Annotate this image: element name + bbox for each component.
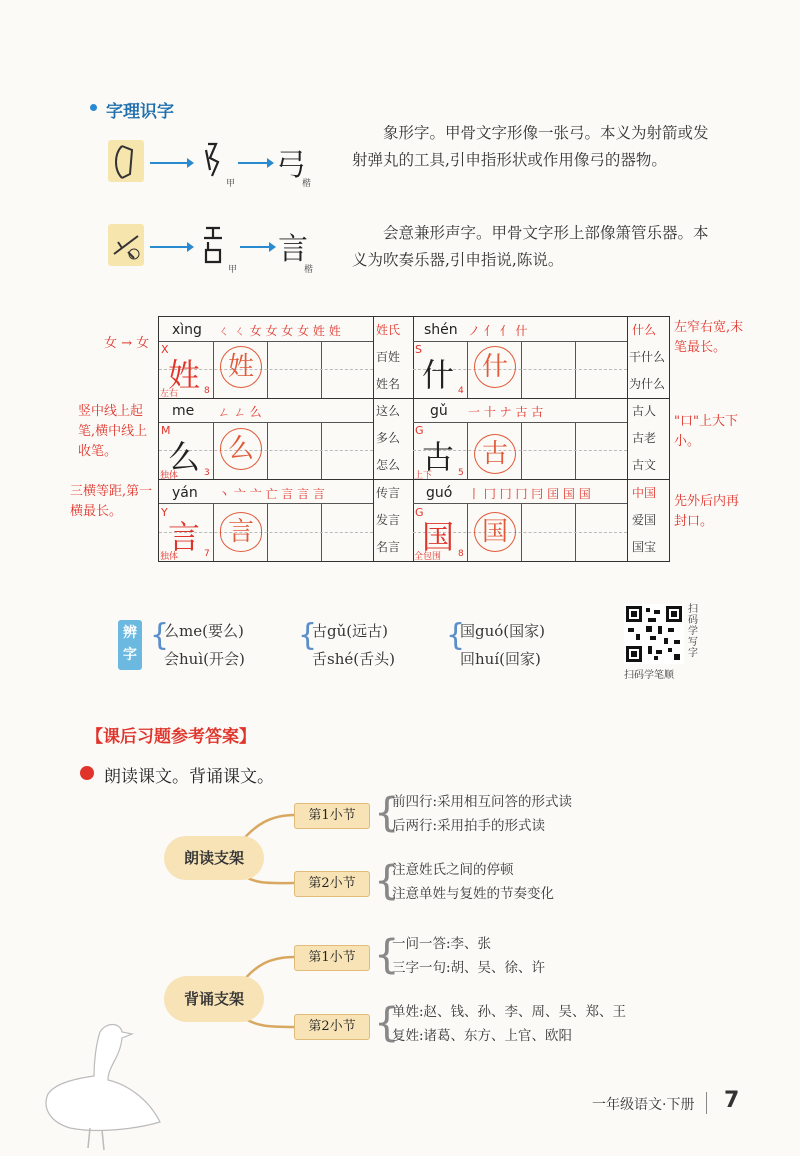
ancient-image-flute bbox=[108, 224, 144, 266]
word: 传言 bbox=[376, 486, 401, 500]
brace-icon: { bbox=[374, 932, 400, 978]
traced-char: 什 bbox=[474, 346, 516, 388]
initial-letter: S bbox=[415, 343, 422, 356]
mindmap-leaf: 单姓:赵、钱、孙、李、周、吴、郑、王 bbox=[392, 1004, 627, 1020]
mindmap-node: 第1小节 bbox=[294, 803, 370, 829]
brace-icon: { bbox=[446, 618, 466, 653]
model-char: 言 bbox=[168, 518, 201, 556]
explanation-text: 象形字。甲骨文字形像一张弓。本义为射箭或发射弹丸的工具,引申指形状或作用像弓的器物。 bbox=[352, 124, 709, 169]
stroke-order: ㄥ ㄥ 么 bbox=[218, 405, 262, 419]
word-highlight: 什么 bbox=[632, 323, 657, 337]
pinyin: yán bbox=[172, 485, 198, 501]
qr-caption: 扫码学笔顺 bbox=[624, 670, 674, 681]
initial-letter: G bbox=[415, 506, 424, 519]
brace-icon: { bbox=[298, 618, 318, 653]
stroke-count: 4 bbox=[458, 386, 464, 396]
bullet-icon bbox=[80, 766, 94, 780]
initial-letter: X bbox=[161, 343, 169, 356]
word: 百姓 bbox=[376, 350, 401, 364]
structure-label: 上下 bbox=[414, 471, 433, 481]
word: 怎么 bbox=[376, 458, 401, 472]
mindmap-leaf: 前四行:采用相互问答的形式读 bbox=[392, 794, 573, 810]
traced-char: 姓 bbox=[220, 346, 262, 388]
distinguish-label: 辨字 bbox=[118, 620, 142, 670]
model-char: 么 bbox=[168, 438, 201, 476]
mindmap-leaf: 后两行:采用拍手的形式读 bbox=[392, 818, 546, 834]
word: 古人 bbox=[632, 404, 657, 418]
pinyin: gǔ bbox=[430, 403, 448, 419]
stroke-count: 7 bbox=[204, 549, 210, 559]
brace-icon: { bbox=[150, 618, 170, 653]
word: 姓名 bbox=[376, 377, 401, 391]
traced-char: 么 bbox=[220, 428, 262, 470]
mindmap-leaf: 注意姓氏之间的停顿 bbox=[392, 862, 514, 878]
modern-char: 言 bbox=[278, 232, 308, 267]
kai-label: 楷 bbox=[302, 179, 312, 189]
mindmap-center: 朗读支架 bbox=[164, 836, 264, 880]
margin-note: 三横等距,第一横最长。 bbox=[70, 484, 153, 519]
stroke-order: ㄑ ㄑ 女 女 女 女 姓 姓 bbox=[218, 324, 341, 338]
brace-icon: { bbox=[374, 790, 400, 836]
brace-icon: { bbox=[374, 858, 400, 904]
traced-char: 国 bbox=[474, 512, 516, 552]
jia-label: 甲 bbox=[226, 179, 236, 189]
word: 发言 bbox=[376, 513, 401, 527]
mindmap-leaf: 三字一句:胡、吴、徐、许 bbox=[392, 960, 546, 976]
stroke-order: 一 十 ナ 古 古 bbox=[468, 405, 544, 419]
mindmap-leaf: 一问一答:李、张 bbox=[392, 936, 492, 952]
traced-char: 言 bbox=[220, 512, 262, 552]
arrow-icon bbox=[150, 162, 192, 164]
arrow-icon bbox=[240, 246, 274, 248]
traced-char: 古 bbox=[474, 434, 516, 474]
margin-note: 左窄右宽,末笔最长。 bbox=[674, 320, 744, 355]
model-char: 姓 bbox=[168, 356, 201, 394]
pinyin: xìng bbox=[172, 322, 202, 338]
stroke-order: 丨 冂 冂 冂 冃 囯 国 国 bbox=[468, 487, 591, 501]
initial-letter: G bbox=[415, 424, 424, 437]
explanation-text: 会意兼形声字。甲骨文字形上部像箫管乐器。本义为吹奏乐器,引申指说,陈说。 bbox=[352, 224, 709, 269]
margin-note: 先外后内再封口。 bbox=[674, 494, 740, 529]
word: 干什么 bbox=[629, 350, 666, 364]
mindmap-node: 第1小节 bbox=[294, 945, 370, 971]
section-title: 字理识字 bbox=[106, 102, 174, 122]
distinguish-item: 舌shé(舌头) bbox=[312, 650, 395, 668]
stroke-count: 3 bbox=[204, 468, 210, 478]
qr-code-icon[interactable] bbox=[624, 604, 684, 664]
distinguish-item: 古gǔ(远古) bbox=[312, 622, 388, 640]
page-number: 7 bbox=[724, 1088, 740, 1113]
stroke-count: 8 bbox=[458, 549, 464, 559]
structure-label: 全包围 bbox=[414, 552, 442, 562]
distinguish-item: 国guó(国家) bbox=[460, 622, 545, 640]
structure-label: 独体 bbox=[160, 552, 179, 562]
word: 多么 bbox=[376, 431, 401, 445]
arrow-icon bbox=[238, 162, 272, 164]
margin-note: 竖中线上起笔,横中线上收笔。 bbox=[78, 404, 148, 459]
stroke-order: 丶 亠 亠 亡 言 言 言 bbox=[218, 487, 325, 501]
section-bullet-icon bbox=[90, 104, 97, 111]
stroke-count: 8 bbox=[204, 386, 210, 396]
word: 为什么 bbox=[629, 377, 666, 391]
kai-label: 楷 bbox=[304, 265, 314, 275]
mindmap-center: 背诵支架 bbox=[164, 976, 264, 1022]
pinyin: me bbox=[172, 403, 195, 419]
goose-illustration bbox=[30, 1018, 180, 1156]
oracle-glyph-bow bbox=[198, 140, 228, 180]
word-highlight: 姓氏 bbox=[376, 323, 401, 337]
structure-label: 左右 bbox=[160, 389, 179, 399]
model-char: 什 bbox=[422, 356, 455, 394]
word: 古老 bbox=[632, 431, 657, 445]
structure-label: 独体 bbox=[160, 471, 179, 481]
footer-divider bbox=[706, 1092, 707, 1114]
pinyin: shén bbox=[424, 322, 458, 338]
word: 爱国 bbox=[632, 513, 657, 527]
margin-note: 女 → 女 bbox=[104, 336, 150, 351]
ancient-image-bow bbox=[108, 140, 144, 182]
stroke-order: ノ 亻 亻 什 bbox=[468, 324, 528, 338]
stroke-count: 5 bbox=[458, 468, 464, 478]
answers-title: 【课后习题参考答案】 bbox=[86, 727, 256, 747]
mindmap-leaf: 复姓:诸葛、东方、上官、欧阳 bbox=[392, 1028, 573, 1044]
distinguish-item: 会huì(开会) bbox=[164, 650, 245, 668]
modern-char: 弓 bbox=[276, 148, 306, 183]
initial-letter: M bbox=[161, 424, 171, 437]
word: 名言 bbox=[376, 540, 401, 554]
word-highlight: 中国 bbox=[632, 486, 657, 500]
word: 国宝 bbox=[632, 540, 657, 554]
model-char: 古 bbox=[422, 438, 455, 476]
distinguish-item: 么me(要么) bbox=[164, 622, 244, 640]
jia-label: 甲 bbox=[228, 265, 238, 275]
arrow-icon bbox=[150, 246, 192, 248]
book-title: 一年级语文·下册 bbox=[592, 1097, 695, 1113]
oracle-glyph-speech bbox=[198, 224, 228, 266]
mindmap-leaf: 注意单姓与复姓的节奏变化 bbox=[392, 886, 554, 902]
task-text: 朗读课文。背诵课文。 bbox=[104, 767, 274, 787]
word: 这么 bbox=[376, 404, 401, 418]
distinguish-item: 回huí(回家) bbox=[460, 650, 541, 668]
brace-icon: { bbox=[374, 1000, 400, 1046]
word: 古文 bbox=[632, 458, 657, 472]
margin-note: "口"上大下小。 bbox=[674, 414, 738, 449]
mindmap-node: 第2小节 bbox=[294, 871, 370, 897]
pinyin: guó bbox=[426, 485, 453, 501]
model-char: 国 bbox=[422, 518, 455, 556]
initial-letter: Y bbox=[161, 506, 168, 519]
mindmap-node: 第2小节 bbox=[294, 1014, 370, 1040]
qr-side-text: 扫码学写字 bbox=[688, 604, 698, 659]
